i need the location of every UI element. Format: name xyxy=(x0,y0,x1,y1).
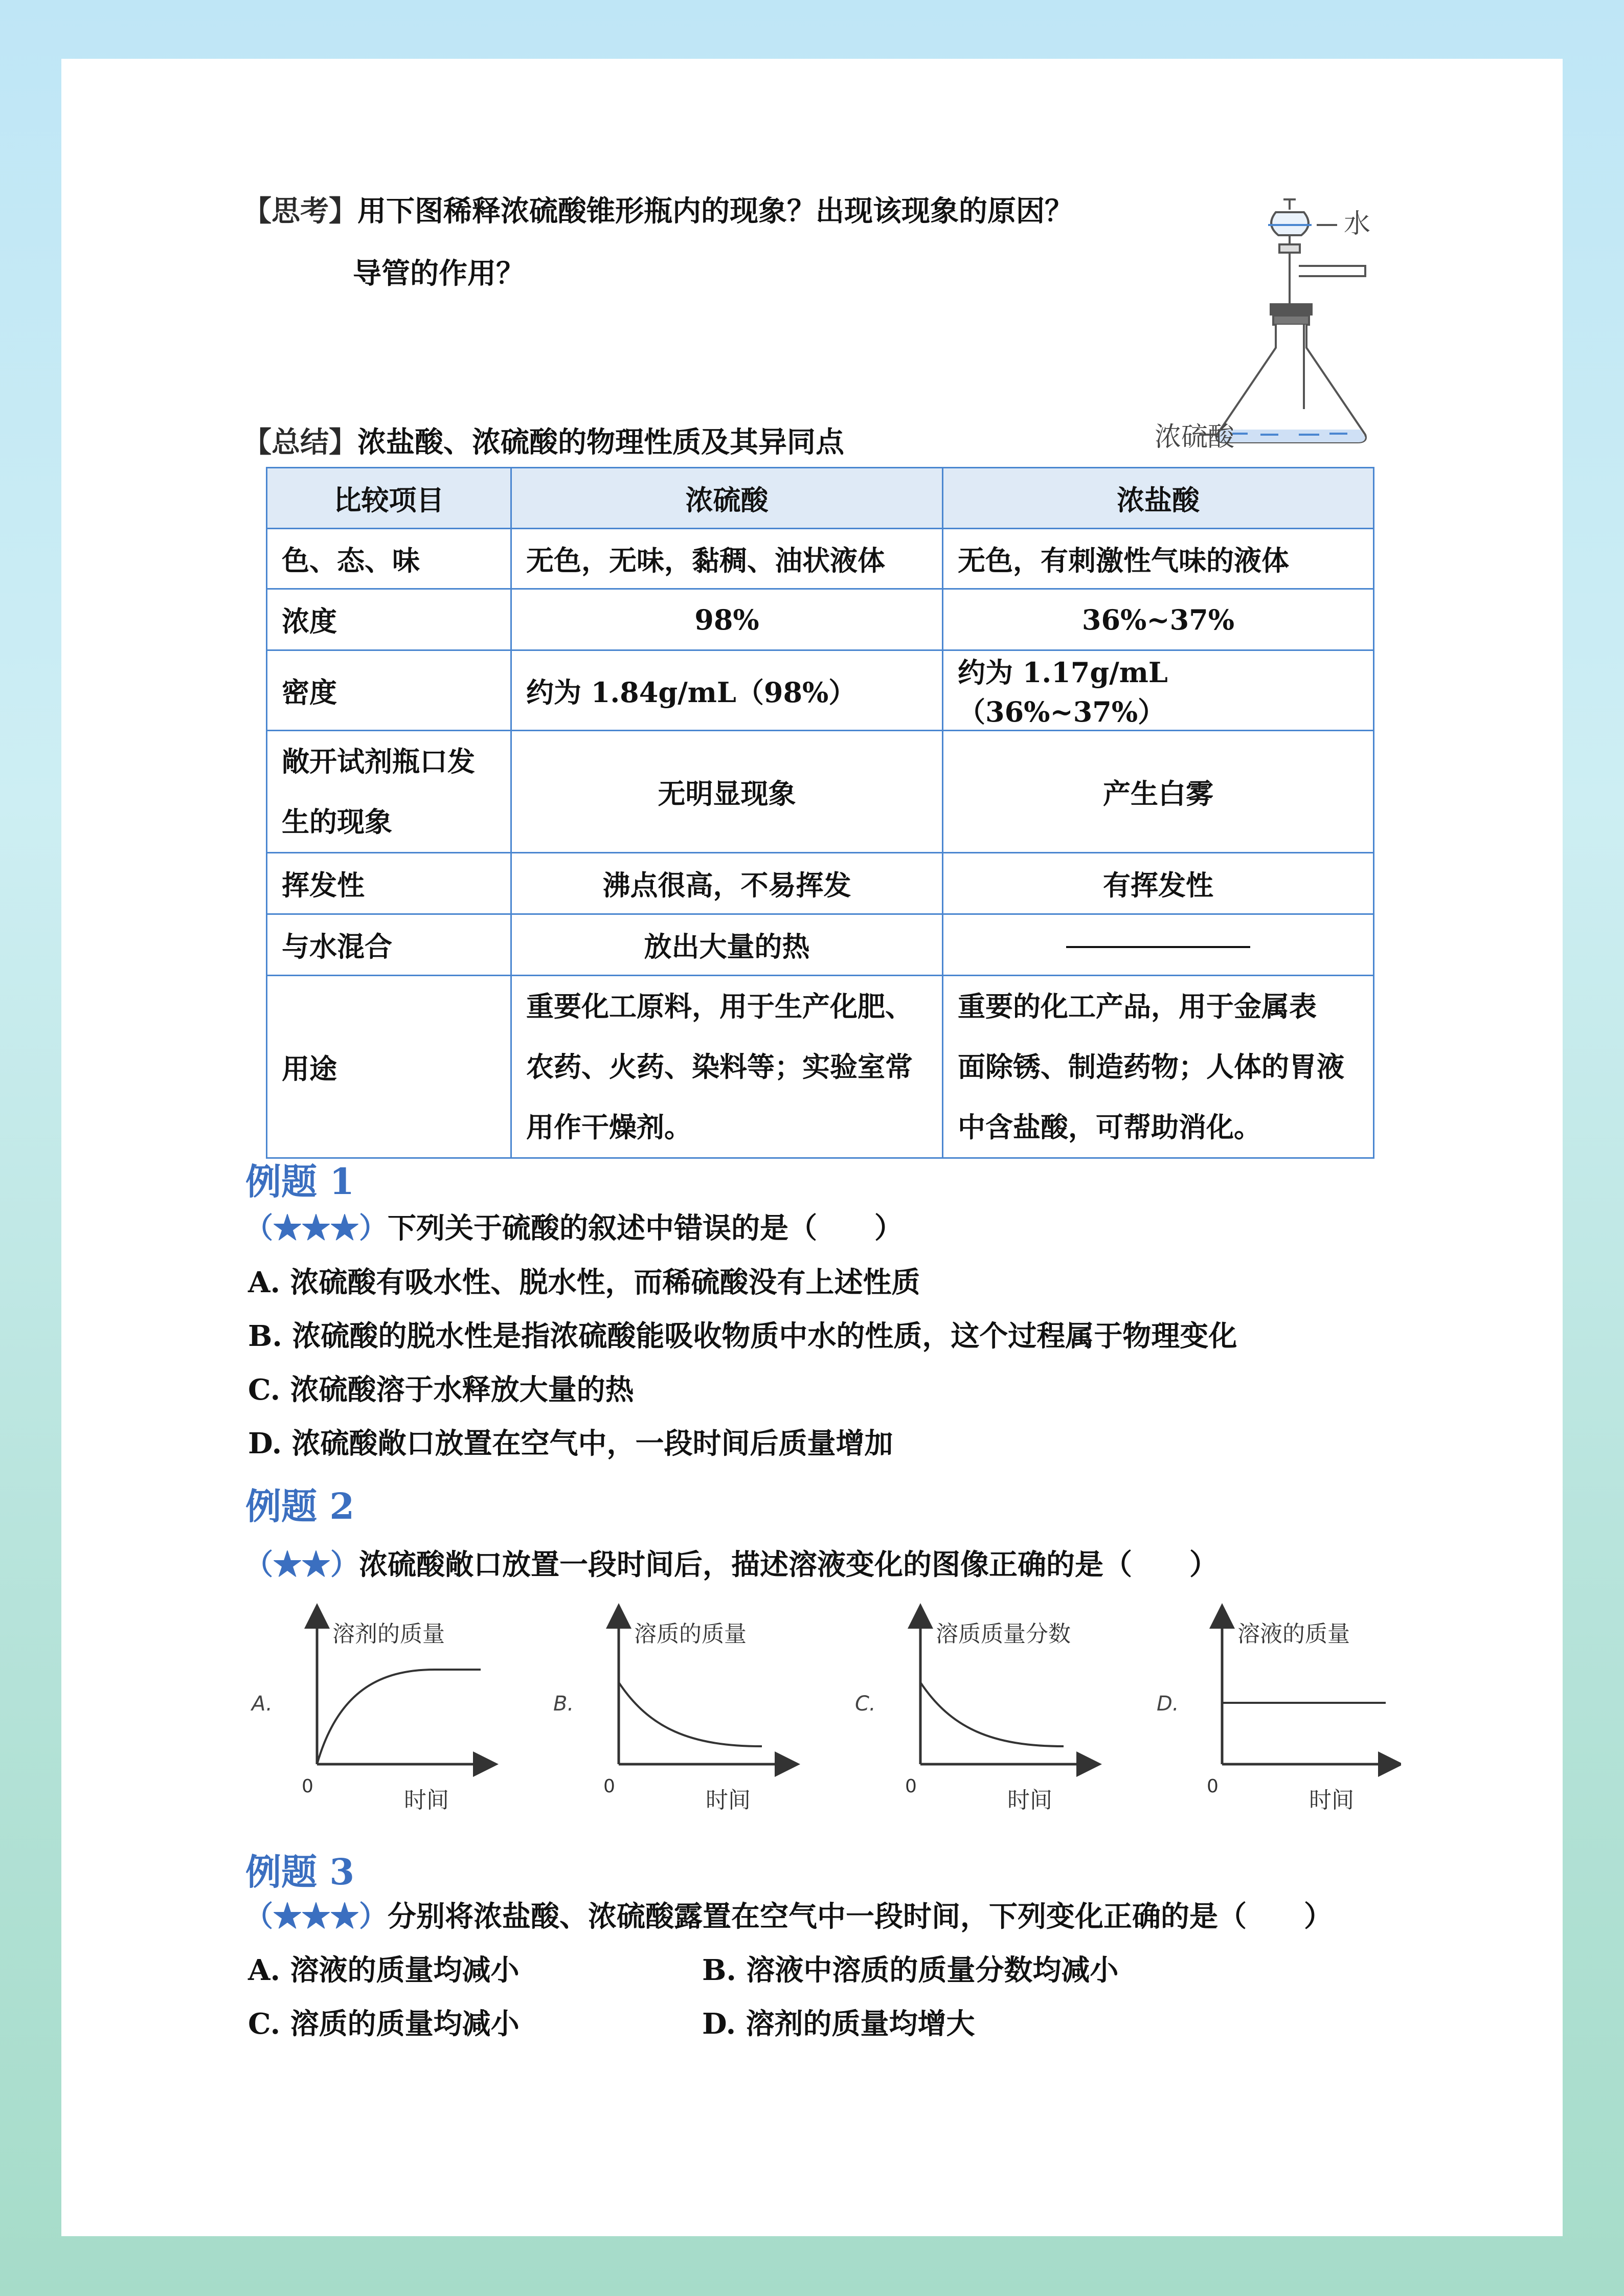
header-cell: 浓盐酸 xyxy=(943,468,1374,529)
origin-label: 0 xyxy=(603,1776,615,1797)
cell-line: 重要的化工产品，用于金属表 xyxy=(958,990,1317,1023)
table-row xyxy=(267,914,1374,976)
water-label: 水 xyxy=(1344,209,1371,239)
table-cell: 约为 1.17g/mL（36%~37%） xyxy=(943,650,1374,731)
table-row xyxy=(267,529,1374,589)
cell-line: 敞开试剂瓶口发 xyxy=(282,745,475,778)
option-letter: D. xyxy=(1157,1692,1179,1716)
cell-line: 生的现象 xyxy=(282,805,392,838)
trend-curve xyxy=(920,1682,1064,1746)
example-3-question xyxy=(244,1899,1333,1934)
cell-line: 面除锈、制造药物；人体的胃液 xyxy=(958,1050,1344,1083)
table-cell: 密度 xyxy=(267,650,511,731)
table-cell: 产生白雾 xyxy=(943,731,1374,853)
table-cell: 98% xyxy=(511,589,943,650)
cell-line: 农药、火药、染料等；实验室常 xyxy=(526,1050,913,1083)
table-cell: 放出大量的热 xyxy=(511,914,943,976)
difficulty-stars: （★★） xyxy=(244,1548,359,1582)
table-header-row xyxy=(267,468,1374,529)
summary-heading xyxy=(243,424,844,460)
cell-line: 重要化工原料，用于生产化肥、 xyxy=(526,990,913,1023)
table-row xyxy=(267,650,1374,731)
ex3-option-a: A. 溶液的质量均减小 xyxy=(248,1953,520,1987)
table-cell: 有挥发性 xyxy=(943,853,1374,914)
difficulty-stars: （★★★） xyxy=(244,1211,388,1245)
table-cell: 挥发性 xyxy=(267,853,511,914)
example-2-stem: 浓硫酸敞口放置一段时间后，描述溶液变化的图像正确的是（ ） xyxy=(359,1548,1218,1582)
example-2-question xyxy=(244,1547,1218,1583)
graph-b xyxy=(553,1616,787,1813)
ex3-option-d: D. 溶剂的质量均增大 xyxy=(702,2007,975,2041)
think-label: 【思考】 xyxy=(243,194,357,228)
ex3-option-b: B. 溶液中溶质的质量分数均减小 xyxy=(702,1953,1119,1987)
origin-label: 0 xyxy=(302,1776,313,1797)
graph-d xyxy=(1157,1616,1391,1813)
ex3-option-c: C. 溶质的质量均减小 xyxy=(248,2007,520,2041)
example-3-stem: 分别将浓盐酸、浓硫酸露置在空气中一段时间，下列变化正确的是（ ） xyxy=(388,1900,1333,1933)
header-cell: 浓硫酸 xyxy=(511,468,943,529)
table-cell xyxy=(267,731,511,853)
table-cell: 约为 1.84g/mL（98%） xyxy=(511,650,943,731)
summary-label: 【总结】 xyxy=(243,425,357,459)
option-c: C. 浓硫酸溶于水释放大量的热 xyxy=(248,1373,634,1407)
origin-label: 0 xyxy=(905,1776,917,1797)
example-1-stem: 下列关于硫酸的叙述中错误的是（ ） xyxy=(388,1211,903,1245)
think-question-1: 用下图稀释浓硫酸锥形瓶内的现象？出现该现象的原因？ xyxy=(357,194,1073,228)
table-cell: 无色，有刺激性气味的液体 xyxy=(943,529,1374,589)
table-cell: 浓度 xyxy=(267,589,511,650)
table-cell xyxy=(511,976,943,1158)
option-d: D. 浓硫酸敞口放置在空气中，一段时间后质量增加 xyxy=(248,1427,893,1460)
option-b: B. 浓硫酸的脱水性是指浓硫酸能吸收物质中水的性质，这个过程属于物理变化 xyxy=(248,1319,1237,1353)
table-cell xyxy=(943,976,1374,1158)
graph-options xyxy=(245,1601,1401,1815)
table-cell: 与水混合 xyxy=(267,914,511,976)
empty-dash-line xyxy=(1066,946,1250,948)
cell-line: 中含盐酸，可帮助消化。 xyxy=(958,1111,1261,1143)
origin-label: 0 xyxy=(1207,1776,1219,1797)
trend-curve xyxy=(619,1682,762,1746)
think-line-1 xyxy=(243,193,1073,229)
table-row xyxy=(267,589,1374,650)
table-cell: 沸点很高，不易挥发 xyxy=(511,853,943,914)
y-axis-label: 溶质质量分数 xyxy=(936,1621,1071,1647)
cell-line: 用作干燥剂。 xyxy=(526,1111,692,1143)
table-row xyxy=(267,853,1374,914)
summary-title: 浓盐酸、浓硫酸的物理性质及其异同点 xyxy=(357,425,844,459)
table-cell: 36%~37% xyxy=(943,589,1374,650)
x-axis-label: 时间 xyxy=(706,1787,751,1813)
x-axis-label: 时间 xyxy=(1007,1787,1052,1813)
option-a: A. 浓硫酸有吸水性、脱水性，而稀硫酸没有上述性质 xyxy=(248,1266,920,1299)
acid-label: 浓硫酸 xyxy=(1155,422,1235,453)
comparison-table xyxy=(266,467,1374,1159)
think-question-2: 导管的作用？ xyxy=(353,257,525,290)
x-axis-label: 时间 xyxy=(404,1787,449,1813)
table-cell: 用途 xyxy=(267,976,511,1158)
dilution-apparatus-figure xyxy=(1145,194,1391,450)
graph-c xyxy=(855,1616,1089,1813)
example-1-question xyxy=(244,1210,903,1246)
y-axis-label: 溶剂的质量 xyxy=(332,1621,445,1647)
table-cell: 无色，无味，黏稠、油状液体 xyxy=(511,529,943,589)
option-letter: C. xyxy=(855,1692,876,1716)
difficulty-stars: （★★★） xyxy=(244,1900,388,1933)
table-row xyxy=(267,731,1374,853)
x-axis-label: 时间 xyxy=(1309,1787,1354,1813)
graph-a xyxy=(250,1616,486,1813)
example-2-title: 例题 2 xyxy=(245,1485,355,1527)
header-cell: 比较项目 xyxy=(267,468,511,529)
table-row xyxy=(267,976,1374,1158)
table-cell: 色、态、味 xyxy=(267,529,511,589)
table-cell: 无明显现象 xyxy=(511,731,943,853)
trend-curve xyxy=(317,1670,481,1764)
example-3-title: 例题 3 xyxy=(245,1851,355,1893)
option-letter: A. xyxy=(252,1692,273,1716)
option-letter: B. xyxy=(553,1692,574,1716)
table-cell xyxy=(943,914,1374,976)
example-1-title: 例题 1 xyxy=(245,1160,355,1203)
y-axis-label: 溶液的质量 xyxy=(1237,1621,1350,1647)
y-axis-label: 溶质的质量 xyxy=(634,1621,747,1647)
